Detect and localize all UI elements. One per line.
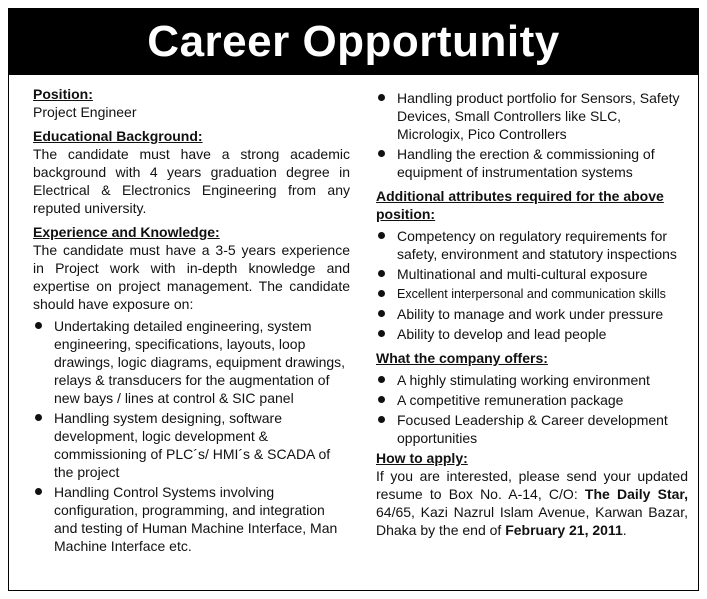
bullet-icon (378, 270, 385, 277)
offers-heading: What the company offers: (376, 350, 548, 366)
bullet-icon (35, 488, 42, 495)
bullet-icon (378, 330, 385, 337)
left-column (33, 85, 350, 557)
bullet-icon (378, 150, 385, 157)
apply-heading: How to apply: (376, 450, 468, 466)
list-item: Multinational and multi-cultural exposure (376, 265, 688, 283)
job-advertisement (8, 8, 699, 591)
experience-list (33, 317, 350, 555)
bullet-icon (378, 376, 385, 383)
list-item: Handling product portfolio for Sensors, Safety Devices, Small Controllers like SLC, Micrologix, Pico Controllers (376, 89, 688, 143)
list-item: Focused Leadership & Career development opportunities (376, 411, 688, 447)
experience-list-continued (376, 89, 688, 181)
list-item: A highly stimulating working environment (376, 371, 688, 389)
bullet-icon (378, 290, 385, 297)
list-item: Handling Control Systems involving configuration, programming, and integration and testing of Human Machine Interface, Man Machine Interface etc. (33, 483, 350, 555)
education-text: The candidate must have a strong academic background with 4 years graduation degree in Electrical & Electronics Engineering from any reputed university. (33, 146, 350, 216)
list-item: Ability to develop and lead people (376, 325, 688, 343)
list-item: Competency on regulatory requirements for safety, environment and statutory inspections (376, 227, 688, 263)
attributes-list (376, 227, 688, 343)
deadline-date: February 21, 2011 (505, 522, 623, 538)
experience-heading: Experience and Knowledge: (33, 224, 220, 240)
education-heading: Educational Background: (33, 128, 203, 144)
bullet-icon (378, 232, 385, 239)
attributes-heading: Additional attributes required for the above position: (376, 188, 664, 222)
list-item: Handling the erection & commissioning of equipment of instrumentation systems (376, 145, 688, 181)
banner-title: Career Opportunity (9, 9, 698, 75)
position-heading: Position: (33, 86, 93, 102)
list-item: Excellent interpersonal and communication skills (376, 285, 688, 303)
bullet-icon (378, 94, 385, 101)
right-column (376, 89, 688, 539)
apply-text: If you are interested, please send your updated resume to Box No. A-14, C/O: The Daily Star, 64/65, Kazi Nazrul Islam Avenue, Karwan Bazar, Dhaka by the end of February 21, 2011. (376, 468, 688, 538)
bullet-icon (35, 414, 42, 421)
newspaper-name: The Daily Star, (584, 486, 688, 502)
position-value: Project Engineer (33, 104, 137, 120)
bullet-icon (35, 322, 42, 329)
experience-text: The candidate must have a 3-5 years experience in Project work with in-depth knowledge and expertise on project management. The candidate should have exposure on: (33, 242, 350, 312)
list-item: Ability to manage and work under pressure (376, 305, 688, 323)
bullet-icon (378, 396, 385, 403)
list-item: Undertaking detailed engineering, system engineering, specifications, layouts, loop drawings, logic diagrams, equipment drawings, relays & transducers for the augmentation of new bays / lines at control & SIC panel (33, 317, 350, 407)
bullet-icon (378, 416, 385, 423)
bullet-icon (378, 310, 385, 317)
list-item: A competitive remuneration package (376, 391, 688, 409)
offers-list (376, 371, 688, 447)
list-item: Handling system designing, software development, logic development & commissioning of PLC´s/ HMI´s & SCADA of the project (33, 409, 350, 481)
